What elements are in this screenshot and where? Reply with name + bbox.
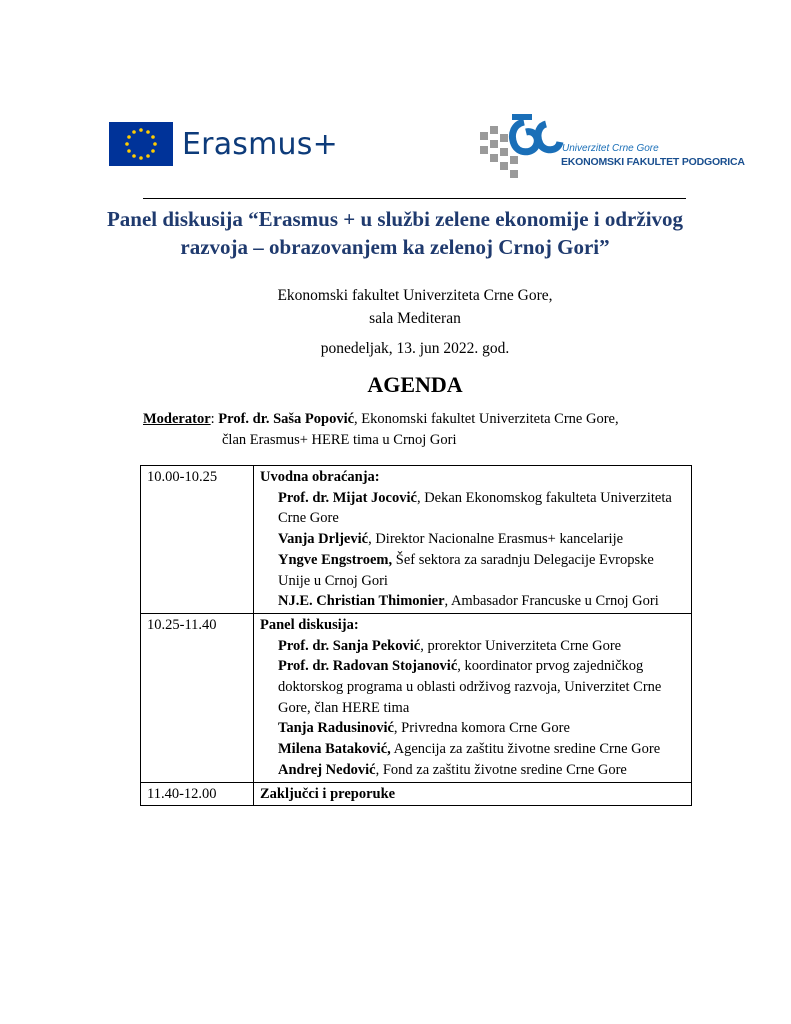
schedule-table	[140, 465, 692, 806]
time-cell: 10.00-10.25	[141, 466, 254, 614]
program-cell	[254, 466, 692, 614]
faculty-logo	[476, 110, 745, 190]
venue-line-2: sala Mediteran	[369, 310, 461, 327]
speaker-name: Prof. dr. Radovan Stojanović	[278, 658, 458, 675]
speaker-name: Andrej Nedović	[278, 761, 376, 778]
speaker-role: , prorektor Univerziteta Crne Gore	[420, 637, 622, 654]
speaker-role: Šef sektora za saradnju Delegacije Evropske Unije u Crnoj Gori	[278, 551, 654, 589]
speaker	[260, 529, 687, 550]
speaker-name: NJ.E. Christian Thimonier	[278, 593, 445, 610]
speaker-name: Milena Bataković,	[278, 741, 391, 758]
title-line-2: razvoja – obrazovanjem ka zelenoj Crnoj Gori”	[180, 235, 610, 259]
speaker-name: Tanja Radusinović	[278, 720, 394, 737]
program-cell	[254, 782, 692, 806]
moderator-affiliation-1: , Ekonomski fakultet Univerziteta Crne Gore,	[354, 411, 619, 427]
section-title: Zaključci i preporuke	[260, 785, 396, 802]
speaker	[260, 591, 687, 612]
header-divider	[143, 198, 686, 199]
speaker	[260, 656, 687, 718]
speaker-role: , Fond za zaštitu životne sredine Crne Gore	[375, 761, 627, 778]
faculty-name: EKONOMSKI FAKULTET PODGORICA	[561, 156, 745, 168]
venue	[200, 284, 630, 330]
speaker-name: Yngve Engstroem,	[278, 551, 393, 568]
speaker-role: , Ambasador Francuske u Crnoj Gori	[444, 593, 659, 610]
table-row	[141, 782, 692, 806]
title-line-1: Panel diskusija “Erasmus + u službi zelene ekonomije i održivog	[106, 207, 684, 231]
table-row	[141, 613, 692, 782]
speaker-name: Prof. dr. Sanja Peković	[278, 637, 421, 654]
venue-line-1: Ekonomski fakultet Univerziteta Crne Gore,	[277, 287, 553, 304]
time-cell: 11.40-12.00	[141, 782, 254, 806]
moderator	[143, 409, 703, 451]
program-cell	[254, 613, 692, 782]
speaker-role: , Privredna komora Crne Gore	[393, 720, 570, 737]
section-title: Uvodna obraćanja:	[260, 469, 380, 485]
speaker-role: , koordinator prvog zajedničkog doktorskog programa u oblasti održivog razvoja, Univerzitet Crne Gore, član HERE tima	[278, 658, 662, 716]
speaker	[260, 636, 687, 657]
time-cell: 10.25-11.40	[141, 613, 254, 782]
speaker	[260, 718, 687, 739]
speaker-role: , Direktor Nacionalne Erasmus+ kancelarije	[368, 531, 624, 548]
section-title: Panel diskusija:	[260, 616, 359, 633]
speaker	[260, 739, 687, 760]
agenda-heading: AGENDA	[367, 372, 463, 397]
erasmus-wordmark: Erasmus+	[182, 126, 338, 162]
speaker	[260, 760, 687, 781]
event-date: ponedeljak, 13. jun 2022. god.	[320, 340, 510, 357]
faculty-emblem-icon	[476, 110, 566, 190]
speaker-name: Prof. dr. Mijat Jocović	[278, 489, 417, 506]
moderator-colon: :	[210, 411, 219, 427]
moderator-name: Prof. dr. Saša Popović	[218, 411, 355, 427]
speaker	[260, 550, 687, 591]
speaker-role: , Dekan Ekonomskog fakulteta Univerziteta Crne Gore	[278, 489, 672, 527]
speaker-name: Vanja Drljević	[278, 531, 369, 548]
speaker	[260, 488, 687, 529]
speaker-role: Agencija za zaštitu životne sredine Crne Gore	[390, 741, 661, 758]
moderator-label: Moderator	[143, 411, 211, 427]
moderator-affiliation-2: član Erasmus+ HERE tima u Crnoj Gori	[222, 432, 457, 448]
faculty-university-name: Univerzitet Crne Gore	[562, 143, 659, 154]
erasmus-logo	[109, 122, 338, 166]
page-title	[90, 205, 700, 261]
table-row	[141, 466, 692, 614]
eu-flag-icon	[109, 122, 173, 166]
